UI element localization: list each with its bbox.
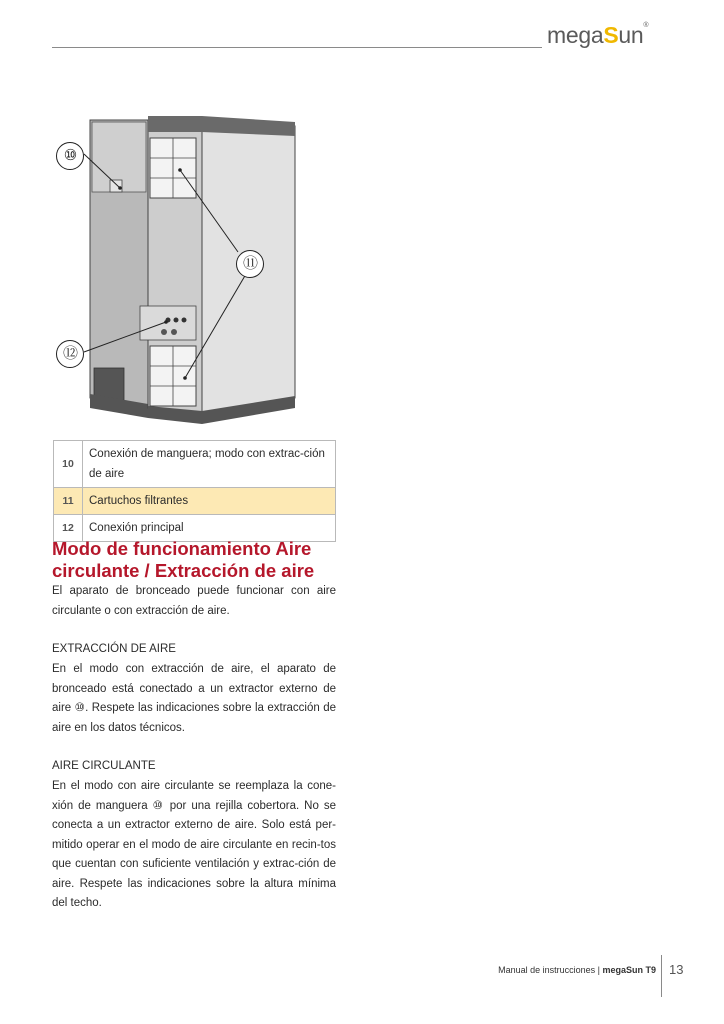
logo-part-mega: mega: [547, 22, 604, 48]
callout-10: ⑩: [56, 142, 84, 170]
legend-row: [54, 441, 336, 488]
brand-logo: [547, 22, 648, 49]
callout-12: ⑫: [56, 340, 84, 368]
tanning-device-illustration: [50, 108, 340, 428]
footer-manual-label: Manual de instrucciones |: [498, 965, 603, 975]
device-figure: [50, 108, 340, 428]
circulation-paragraph: En el modo con aire circulante se reemplaza la cone-xión de manguera ⑩ por una rejilla cobertora. No se conecta a un extractor externo de aire. Solo está per-mitido operar en el modo de aire circulante en recin-tos que cuentan con suficiente ventilación y extrac-ción de aire. Respete las indicaciones sobre la altura mínima del techo.: [52, 780, 336, 909]
footer-divider: [661, 955, 662, 997]
legend-text: Conexión principal: [83, 515, 336, 542]
logo-part-un: un: [618, 22, 644, 48]
legend-row-highlighted: [54, 488, 336, 515]
legend-number: 12: [54, 515, 83, 542]
legend-table: [53, 440, 336, 542]
extraction-paragraph: En el modo con extracción de aire, el aparato de bronceado está conectado a un extractor externo de aire ⑩. Respete las indicaciones sobre la extracción de aire en los datos técnicos.: [52, 663, 336, 734]
circulation-heading: AIRE CIRCULANTE: [52, 760, 156, 772]
logo-registered-mark: ®: [643, 22, 649, 29]
footer-product-name: megaSun T9: [602, 965, 656, 975]
page-number: 13: [669, 962, 684, 977]
header-rule: [52, 47, 542, 48]
extraction-heading: EXTRACCIÓN DE AIRE: [52, 643, 176, 655]
legend-text: Cartuchos filtrantes: [83, 488, 336, 515]
legend-number: 10: [54, 441, 83, 488]
logo-part-s: S: [603, 22, 619, 48]
legend-number: 11: [54, 488, 83, 515]
section-title: Modo de funcionamiento Aire circulante / Extracción de aire: [52, 538, 315, 581]
footer-caption: [498, 965, 656, 975]
legend-text: Conexión de manguera; modo con extrac-ción de aire: [83, 441, 336, 488]
intro-paragraph: El aparato de bronceado puede funcionar con aire circulante o con extracción de aire.: [52, 585, 336, 617]
callout-11: ⑪: [236, 250, 264, 278]
